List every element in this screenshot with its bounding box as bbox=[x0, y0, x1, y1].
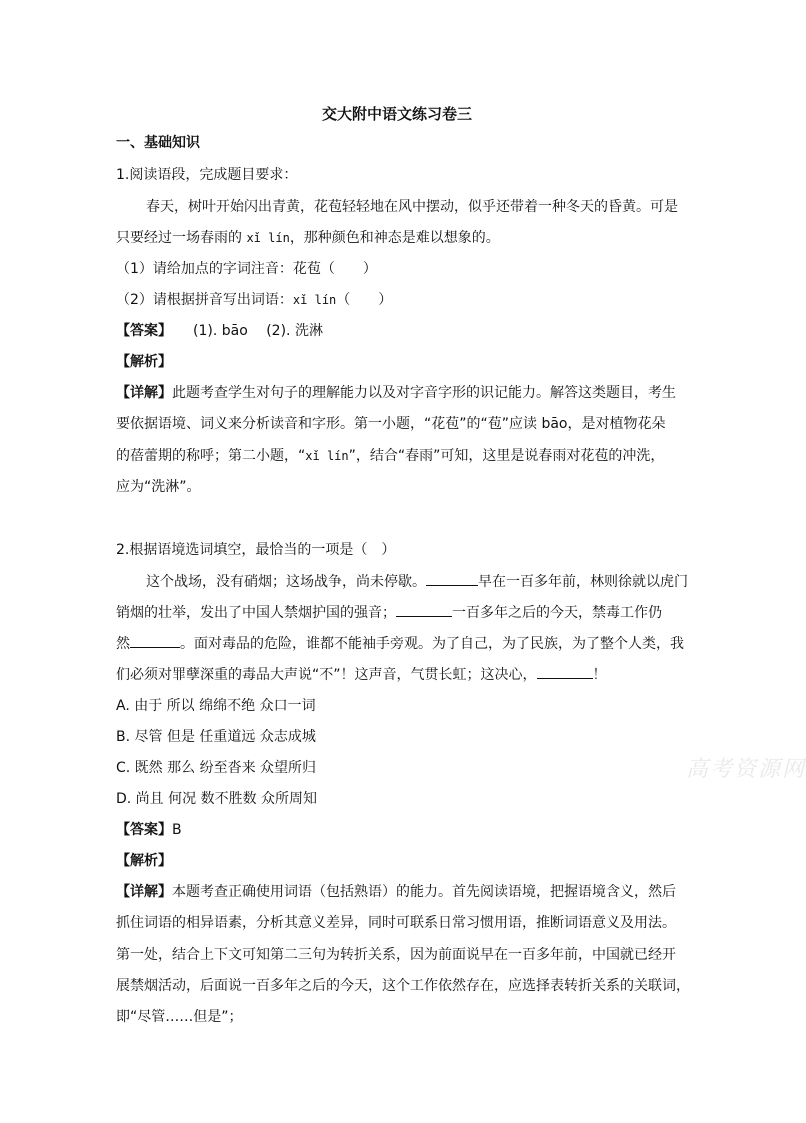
watermark: 高考资源网 bbox=[686, 757, 806, 782]
q2-detail-line-3: 第一处，结合上下文可知第二三句为转折关系，因为前面说早在一百多年前，中国就已经开 bbox=[116, 947, 676, 963]
q2-blank-2 bbox=[396, 602, 452, 617]
q2-passage-line-2: 销烟的壮举，发出了中国人禁烟护国的强音； 一百多年之后的今天，禁毒工作仍 bbox=[116, 602, 676, 623]
q2-detail-line-1: 【详解】本题考查正确使用词语（包括熟语）的能力。首先阅读语境，把握语境含义，然后 bbox=[116, 884, 676, 900]
q1-detail-line-3: 的蓓蕾期的称呼；第二小题，“xǐ lín”，结合“春雨”可知，这里是说春雨对花苞的冲洗， bbox=[116, 448, 665, 464]
q2-passage-line-4: 们必须对罪孽深重的毒品大声说“不”！这声音，气贯长虹；这决心， ！ bbox=[116, 664, 676, 685]
page-title: 交大附中语文练习卷三 bbox=[321, 105, 472, 123]
q1-prompt: 1.阅读语段，完成题目要求： bbox=[116, 167, 298, 183]
q1-analysis-label: 【解析】 bbox=[116, 354, 172, 370]
q2-option-a: A. 由于 所以 绵绵不绝 众口一词 bbox=[116, 698, 316, 714]
q2-detail-line-4: 展禁烟活动，后面说一百多年之后的今天，这个工作依然存在，应选择表转折关系的关联词， bbox=[116, 978, 690, 994]
q1-answer: 【答案】 (1). bāo (2). 洗淋 bbox=[116, 323, 323, 339]
q1-detail-line-4: 应为“洗淋”。 bbox=[116, 479, 201, 495]
q2-option-c: C. 既然 那么 纷至沓来 众望所归 bbox=[116, 760, 317, 776]
q2-analysis-label: 【解析】 bbox=[116, 853, 172, 869]
q2-detail-line-5: 即“尽管……但是”； bbox=[116, 1009, 243, 1025]
q2-blank-3 bbox=[130, 633, 180, 648]
q1-passage-line-2: 只要经过一场春雨的 xǐ lín，那种颜色和神态是难以想象的。 bbox=[116, 230, 500, 246]
q1-sub-question-2: （2）请根据拼音写出词语：xǐ lín（ ） bbox=[116, 292, 393, 308]
q2-blank-4 bbox=[537, 664, 593, 679]
q2-option-b: B. 尽管 但是 任重道远 众志成城 bbox=[116, 729, 316, 745]
q2-answer: 【答案】B bbox=[116, 822, 182, 838]
q2-passage-line-1: 这个战场，没有硝烟；这场战争，尚未停歇。 早在一百多年前，林则徐就以虎门 bbox=[146, 571, 676, 592]
q1-detail-line-2: 要依据语境、词义来分析读音和字形。第一小题，“花苞”的“苞”应读 bāo，是对植物花朵 bbox=[116, 416, 666, 432]
q1-passage-line-1: 春天，树叶开始闪出青黄，花苞轻轻地在风中摆动，似乎还带着一种冬天的昏黄。可是 bbox=[146, 199, 678, 215]
q2-passage-line-3: 然 。面对毒品的危险，谁都不能袖手旁观。为了自己，为了民族，为了整个人类，我 bbox=[116, 633, 676, 654]
q2-detail-line-2: 抓住词语的相异语素，分析其意义差异，同时可联系日常习惯用语，推断词语意义及用法。 bbox=[116, 915, 676, 931]
q2-blank-1 bbox=[426, 571, 478, 586]
q2-prompt: 2.根据语境选词填空，最恰当的一项是（ ） bbox=[116, 542, 396, 558]
q1-detail-line-1: 【详解】此题考查学生对句子的理解能力以及对字音字形的识记能力。解答这类题目，考生 bbox=[116, 385, 676, 401]
q1-sub-question-1: （1）请给加点的字词注音：花苞（ ） bbox=[116, 261, 377, 277]
q2-option-d: D. 尚且 何况 数不胜数 众所周知 bbox=[116, 791, 318, 807]
section-heading: 一、基础知识 bbox=[116, 135, 200, 151]
